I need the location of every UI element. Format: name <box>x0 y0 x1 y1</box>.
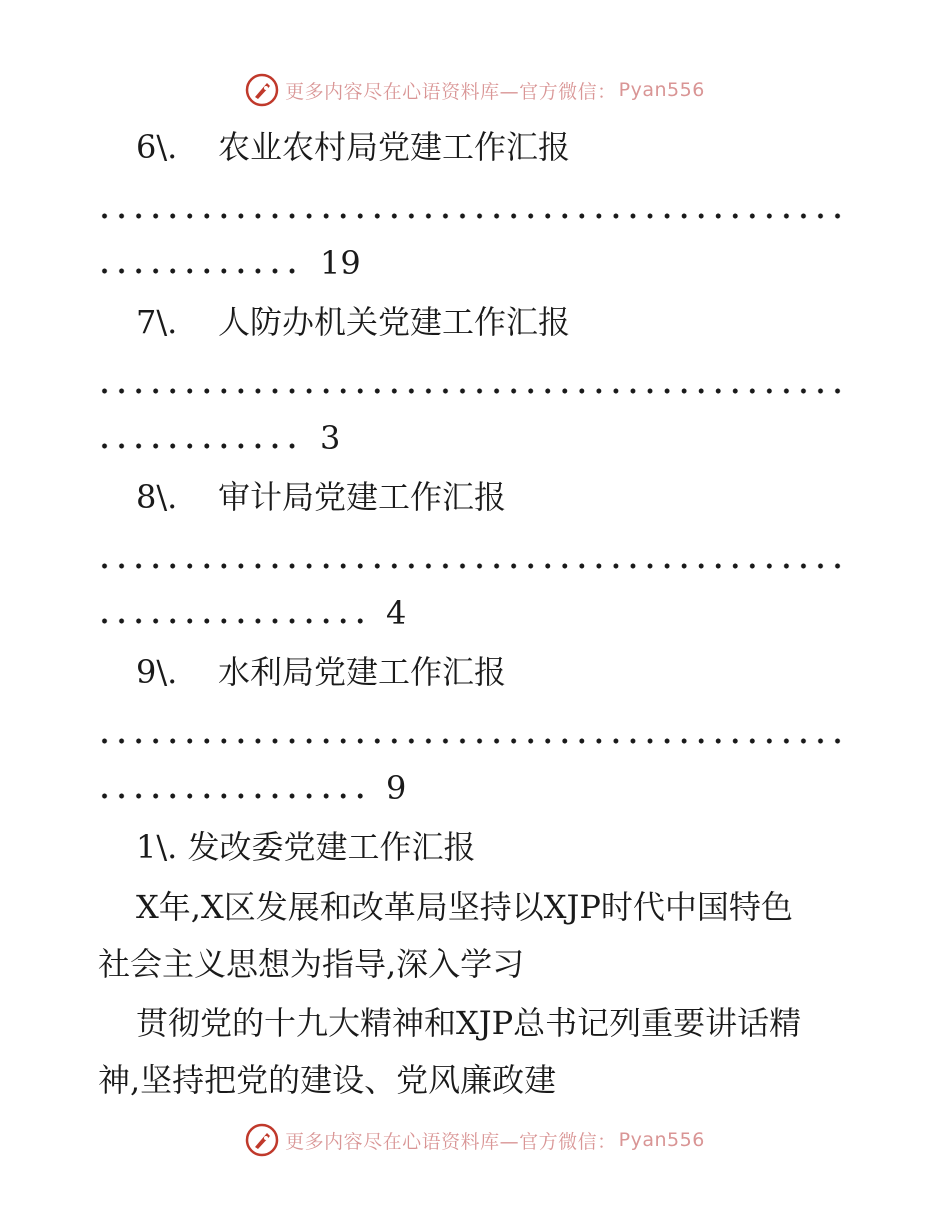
toc-entry-title: 审计局党建工作汇报 <box>218 478 507 516</box>
toc-entry-page: 9 <box>386 769 407 807</box>
body-paragraph-line: 贯彻党的十九大精神和XJP总书记列重要讲话精 <box>136 1004 802 1042</box>
toc-entry-number: 7\. <box>136 303 178 341</box>
toc-leader-dots <box>96 561 846 571</box>
toc-leader-dots <box>96 616 366 626</box>
toc-entry-page: 4 <box>386 594 407 632</box>
section-heading: 1\. 发改委党建工作汇报 <box>136 828 476 866</box>
banner-contact: Pyan556 <box>618 1129 705 1151</box>
toc-entry-number: 6\. <box>136 128 178 166</box>
toc-entry-title: 人防办机关党建工作汇报 <box>218 303 571 341</box>
toc-entry <box>98 652 858 692</box>
toc-entry-title: 水利局党建工作汇报 <box>218 653 507 691</box>
banner-text: 更多内容尽在心语资料库—官方微信： <box>285 1130 617 1153</box>
toc-entry-page: 3 <box>320 419 341 457</box>
toc-entry-title: 农业农村局党建工作汇报 <box>218 128 571 166</box>
footer-watermark-banner <box>0 1120 950 1160</box>
toc-leader-dots <box>96 441 298 451</box>
toc-entry <box>98 127 858 167</box>
toc-leader-dots <box>96 211 846 221</box>
body-paragraph-line: 社会主义思想为指导,深入学习 <box>98 945 525 983</box>
body-paragraph-line: X年,X区发展和改革局坚持以XJP时代中国特色 <box>136 888 793 926</box>
banner-text: 更多内容尽在心语资料库—官方微信： <box>285 80 617 103</box>
banner-contact: Pyan556 <box>618 79 705 101</box>
toc-entry-number: 9\. <box>136 653 178 691</box>
pen-nib-icon <box>245 1123 279 1157</box>
toc-entry <box>98 302 858 342</box>
toc-leader-dots <box>96 266 298 276</box>
toc-entry-page: 19 <box>320 244 361 282</box>
toc-entry <box>98 477 858 517</box>
header-watermark-banner <box>0 70 950 110</box>
body-paragraph-line: 神,坚持把党的建设、党风廉政建 <box>98 1061 557 1099</box>
toc-leader-dots <box>96 736 846 746</box>
toc-entry-number: 8\. <box>136 478 178 516</box>
toc-leader-dots <box>96 386 846 396</box>
toc-leader-dots <box>96 791 366 801</box>
pen-nib-icon <box>245 73 279 107</box>
